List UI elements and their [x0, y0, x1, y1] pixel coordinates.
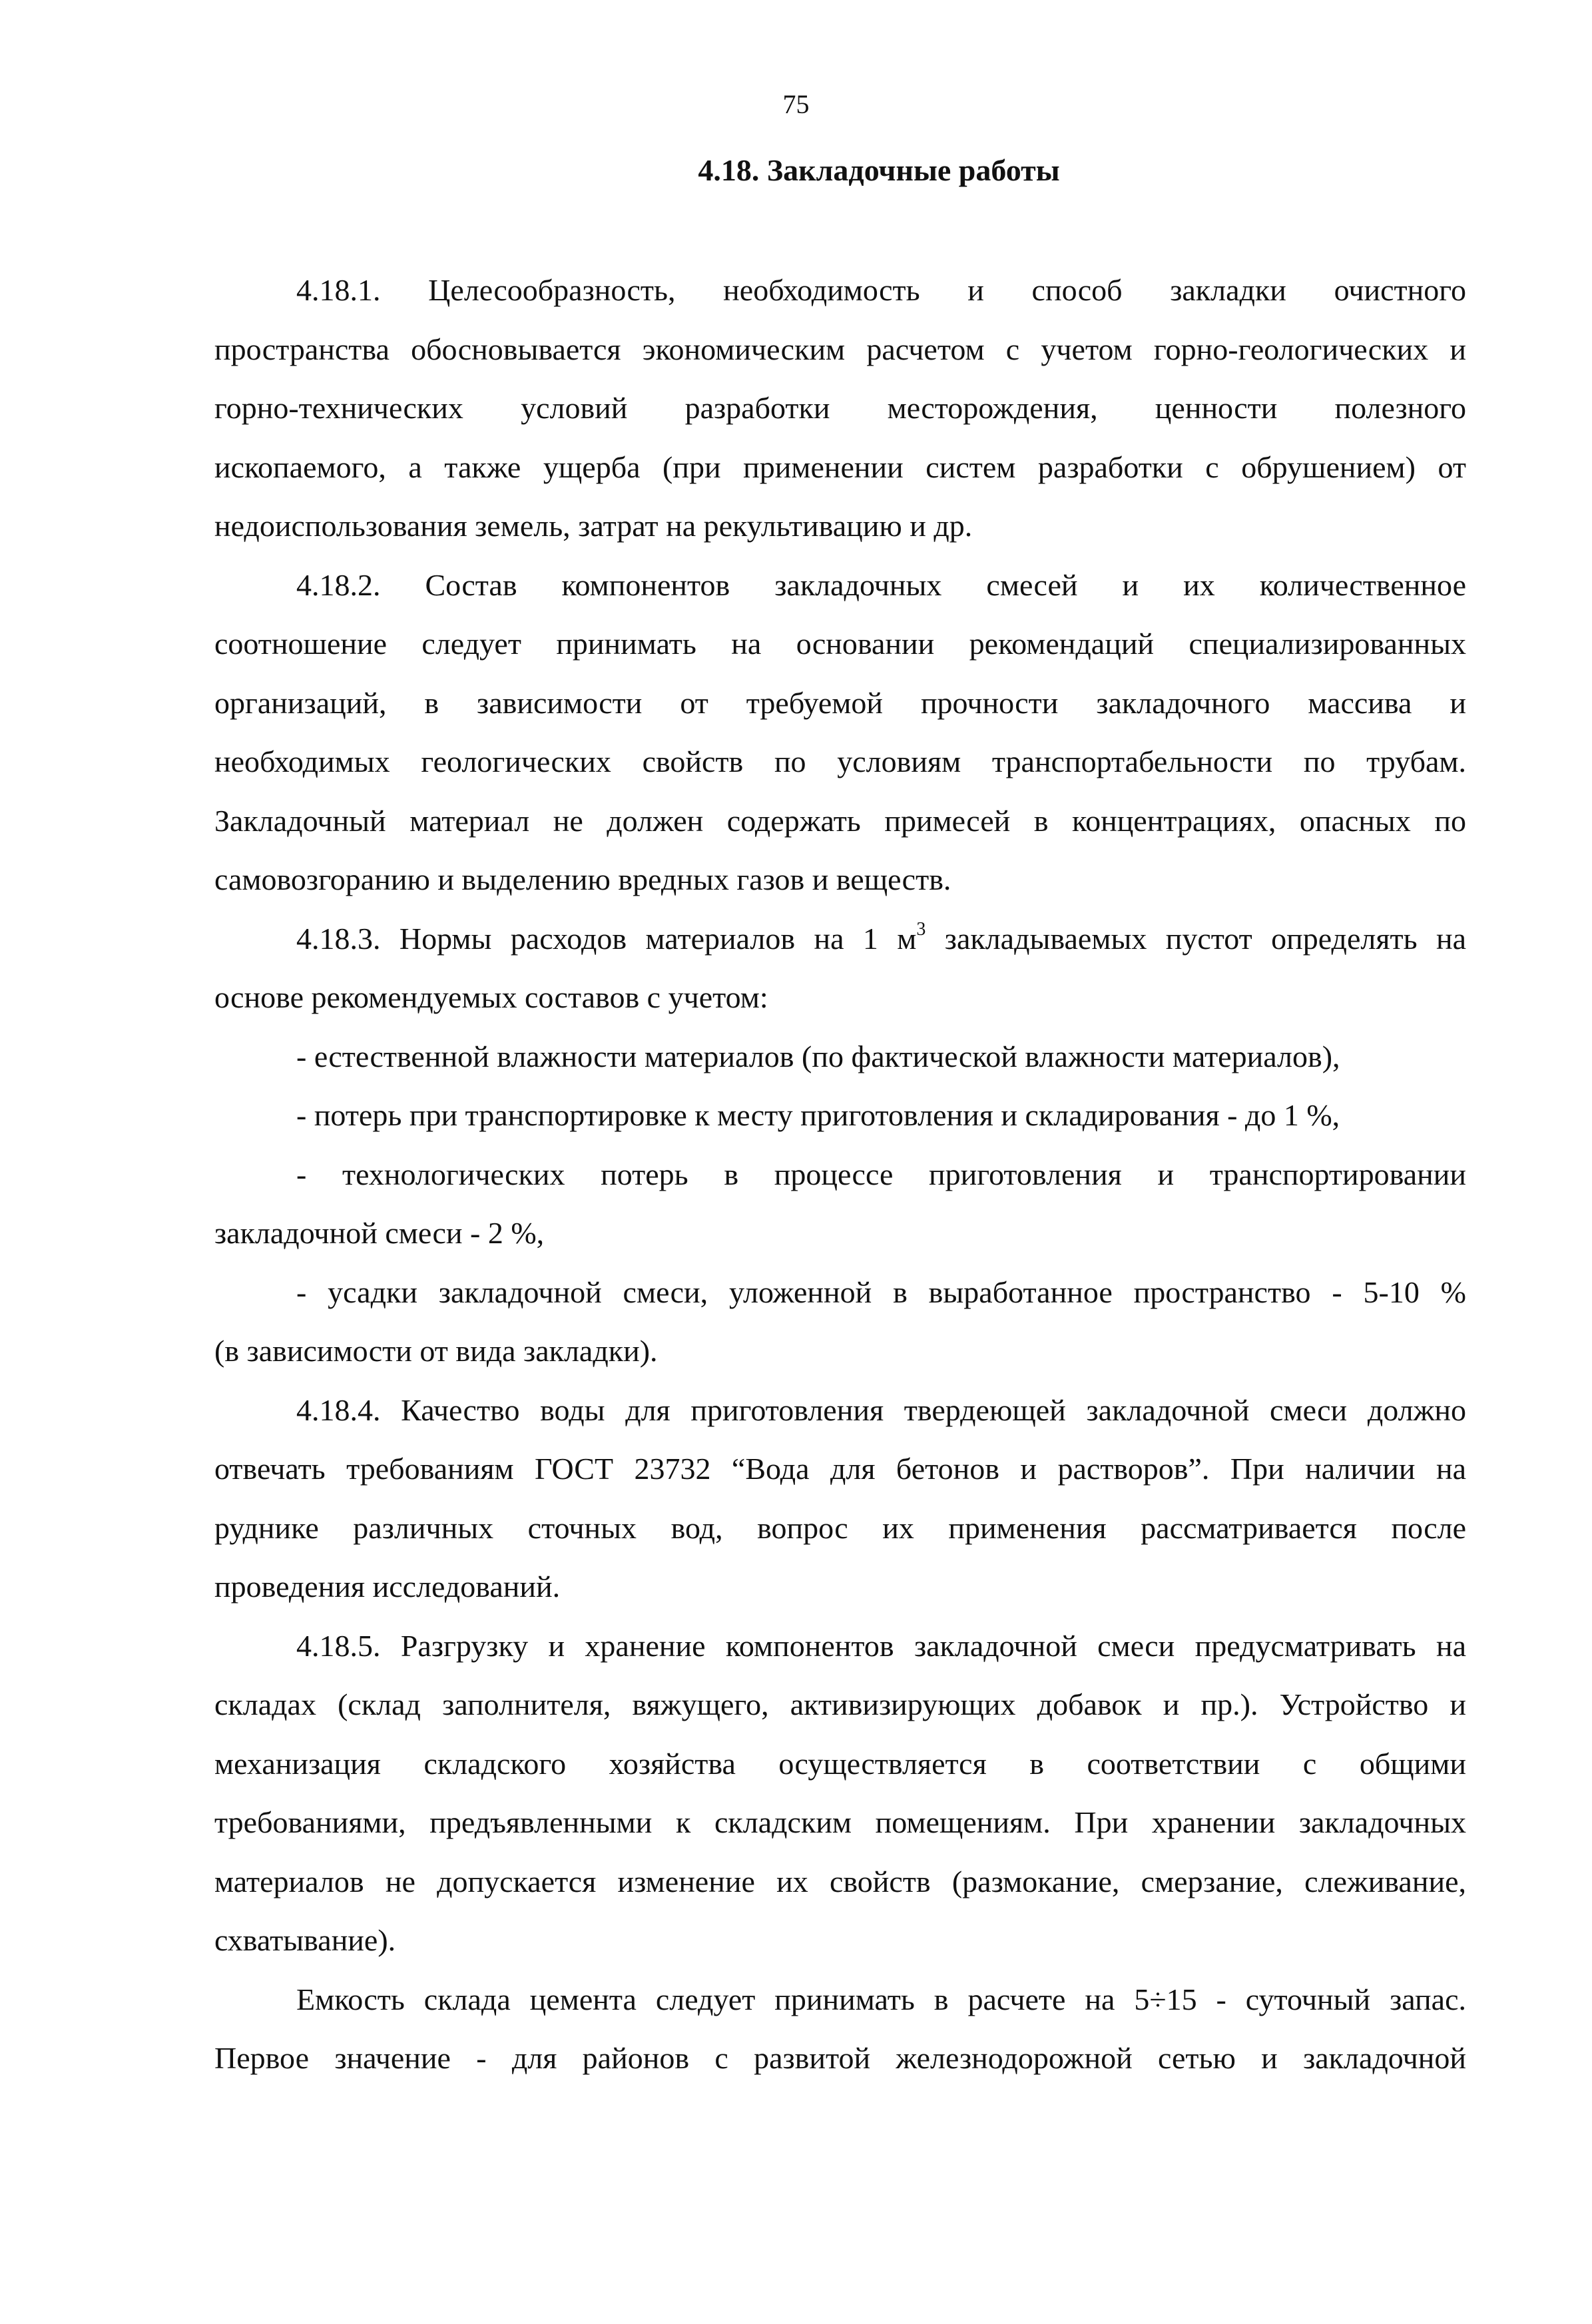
text-line-content: Первое значение - для районов с развитой железнодорожной сетью и закладочной	[214, 2041, 1466, 2075]
text-line-tail: закладываемых пустот определять на	[926, 921, 1466, 956]
text-line	[214, 438, 1466, 497]
text-line	[214, 1911, 1466, 1970]
text-line	[214, 1617, 1466, 1676]
text-line	[214, 615, 1466, 674]
text-line	[214, 1735, 1466, 1794]
text-line	[214, 1440, 1466, 1499]
text-line-content: отвечать требованиям ГОСТ 23732 “Вода для бетонов и растворов”. При наличии на	[214, 1452, 1466, 1486]
text-line-content: - естественной влажности материалов (по фактической влажности материалов),	[296, 1039, 1340, 1073]
text-line-content: Закладочный материал не должен содержать примесей в концентрациях, опасных по	[214, 803, 1466, 838]
text-line-content: - усадки закладочной смеси, уложенной в выработанное пространство - 5-10 %	[296, 1275, 1466, 1309]
text-line-content: недоиспользования земель, затрат на рекультивацию и др.	[214, 509, 973, 543]
text-line	[214, 674, 1466, 733]
text-line	[214, 1793, 1466, 1853]
text-line	[214, 1322, 1466, 1381]
text-line	[214, 320, 1466, 380]
text-line-content: Емкость склада цемента следует принимать в расчете на 5÷15 - суточный запас.	[296, 1982, 1466, 2016]
text-line	[214, 1558, 1466, 1617]
text-line-content: - технологических потерь в процессе приготовления и транспортировании	[296, 1157, 1466, 1191]
text-line	[214, 1853, 1466, 1912]
text-line-content: 4.18.4. Качество воды для приготовления твердеющей закладочной смеси должно	[296, 1392, 1466, 1427]
text-line-content: (в зависимости от вида закладки).	[214, 1334, 658, 1368]
text-line	[214, 1086, 1466, 1145]
text-line	[214, 910, 1466, 969]
text-line	[214, 1027, 1466, 1087]
text-line-content: необходимых геологических свойств по условиям транспортабельности по трубам.	[214, 744, 1466, 778]
text-line	[214, 968, 1466, 1027]
text-line	[214, 1675, 1466, 1735]
text-line-content: материалов не допускается изменение их свойств (размокание, смерзание, слеживание,	[214, 1864, 1466, 1898]
document-body	[214, 261, 1466, 2088]
text-line-content: горно-технических условий разработки месторождения, ценности полезного	[214, 391, 1466, 425]
text-line	[214, 2029, 1466, 2088]
superscript: 3	[916, 919, 926, 940]
text-line-content: 4.18.2. Состав компонентов закладочных смесей и их количественное	[296, 567, 1466, 602]
text-line-content: основе рекомендуемых составов с учетом:	[214, 980, 768, 1014]
text-line-content: 4.18.3. Нормы расходов материалов на 1 м	[296, 921, 917, 956]
text-line-content: пространства обосновывается экономическим расчетом с учетом горно-геологических и	[214, 332, 1466, 366]
text-line-content: 4.18.1. Целесообразность, необходимость и способ закладки очистного	[296, 273, 1466, 307]
text-line	[214, 497, 1466, 556]
text-line	[214, 556, 1466, 615]
text-line	[214, 850, 1466, 910]
text-line-content: организаций, в зависимости от требуемой прочности закладочного массива и	[214, 685, 1466, 720]
text-line	[214, 379, 1466, 438]
text-line	[214, 1204, 1466, 1263]
text-line-content: механизация складского хозяйства осуществляется в соответствии с общими	[214, 1746, 1466, 1781]
text-line-content: требованиями, предъявленными к складским помещениям. При хранении закладочных	[214, 1805, 1466, 1839]
text-line-content: - потерь при транспортировке к месту приготовления и складирования - до 1 %,	[296, 1098, 1340, 1132]
text-line	[214, 1263, 1466, 1322]
text-line	[214, 1381, 1466, 1440]
text-line	[214, 1145, 1466, 1205]
text-line-content: 4.18.5. Разгрузку и хранение компонентов закладочной смеси предусматривать на	[296, 1628, 1466, 1663]
text-line	[214, 792, 1466, 851]
text-line	[214, 732, 1466, 792]
text-line-content: проведения исследований.	[214, 1570, 561, 1603]
text-line-content: руднике различных сточных вод, вопрос их применения рассматривается после	[214, 1510, 1466, 1545]
page-number: 75	[782, 89, 810, 119]
text-line	[214, 1499, 1466, 1558]
text-line-content: самовозгоранию и выделению вредных газов и веществ.	[214, 862, 951, 896]
text-line-content: схватывание).	[214, 1923, 396, 1957]
text-line-content: соотношение следует принимать на основании рекомендаций специализированных	[214, 627, 1466, 661]
text-line-content: закладочной смеси - 2 %,	[214, 1216, 545, 1250]
text-line-content: складах (склад заполнителя, вяжущего, активизирующих добавок и пр.). Устройство и	[214, 1687, 1466, 1721]
text-line	[214, 261, 1466, 320]
section-title: 4.18. Закладочные работы	[698, 153, 1060, 187]
text-line-content: ископаемого, а также ущерба (при применении систем разработки с обрушением) от	[214, 449, 1466, 484]
text-line	[214, 1970, 1466, 2030]
